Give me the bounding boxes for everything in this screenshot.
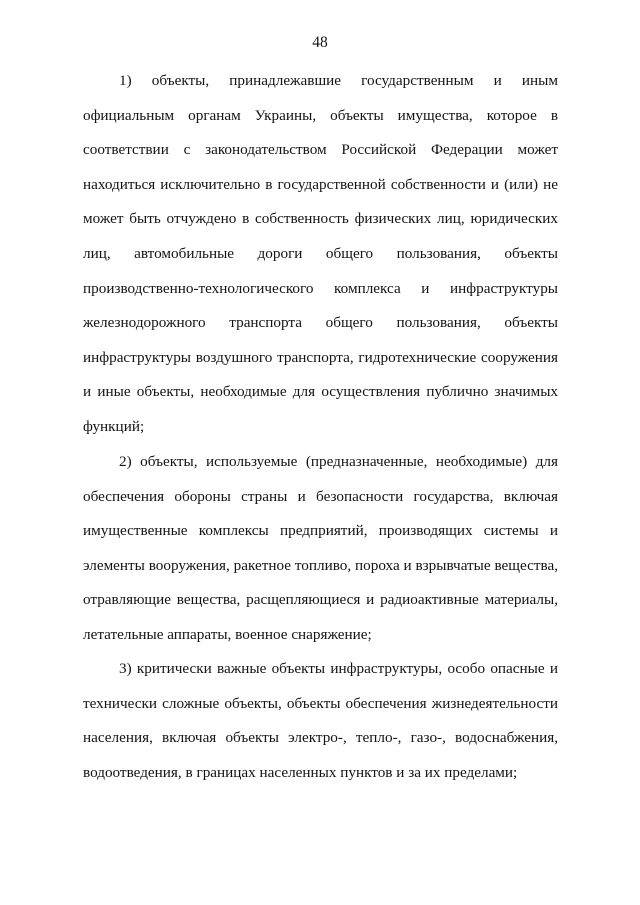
paragraph-item-2 bbox=[83, 445, 558, 653]
paragraph-text: 1) объекты, принадлежавшие государственным и иным официальным органам Украины, объекты имущества, которое в соответствии с законодательством Российской Федерации может находиться исключительно в государственной собственности и (или) не может быть отчуждено в собственность физических лиц, юридических лиц, автомобильные дороги общего пользования, объекты производственно-технологического комплекса и инфраструктуры железнодорожного транспорта общего пользования, объекты инфраструктуры воздушного транспорта, гидротехнические сооружения и иные объекты, необходимые для осуществления публично значимых функций; bbox=[83, 72, 558, 435]
paragraph-text: 3) критически важные объекты инфраструктуры, особо опасные и технически сложные объекты, объекты обеспечения жизнедеятельности населения, включая объекты электро-, тепло-, газо-, водоснабжения, водоотведения, в границах населенных пунктов и за их пределами; bbox=[83, 660, 558, 781]
page-number: 48 bbox=[312, 34, 328, 51]
paragraph-item-1 bbox=[83, 64, 558, 445]
paragraph-item-3 bbox=[83, 652, 558, 790]
paragraph-text: 2) объекты, используемые (предназначенные, необходимые) для обеспечения обороны страны и безопасности государства, включая имущественные комплексы предприятий, производящих системы и элементы вооружения, ракетное топливо, пороха и взрывчатые вещества, отравляющие вещества, расщепляющиеся и радиоактивные материалы, летательные аппараты, военное снаряжение; bbox=[83, 453, 558, 643]
